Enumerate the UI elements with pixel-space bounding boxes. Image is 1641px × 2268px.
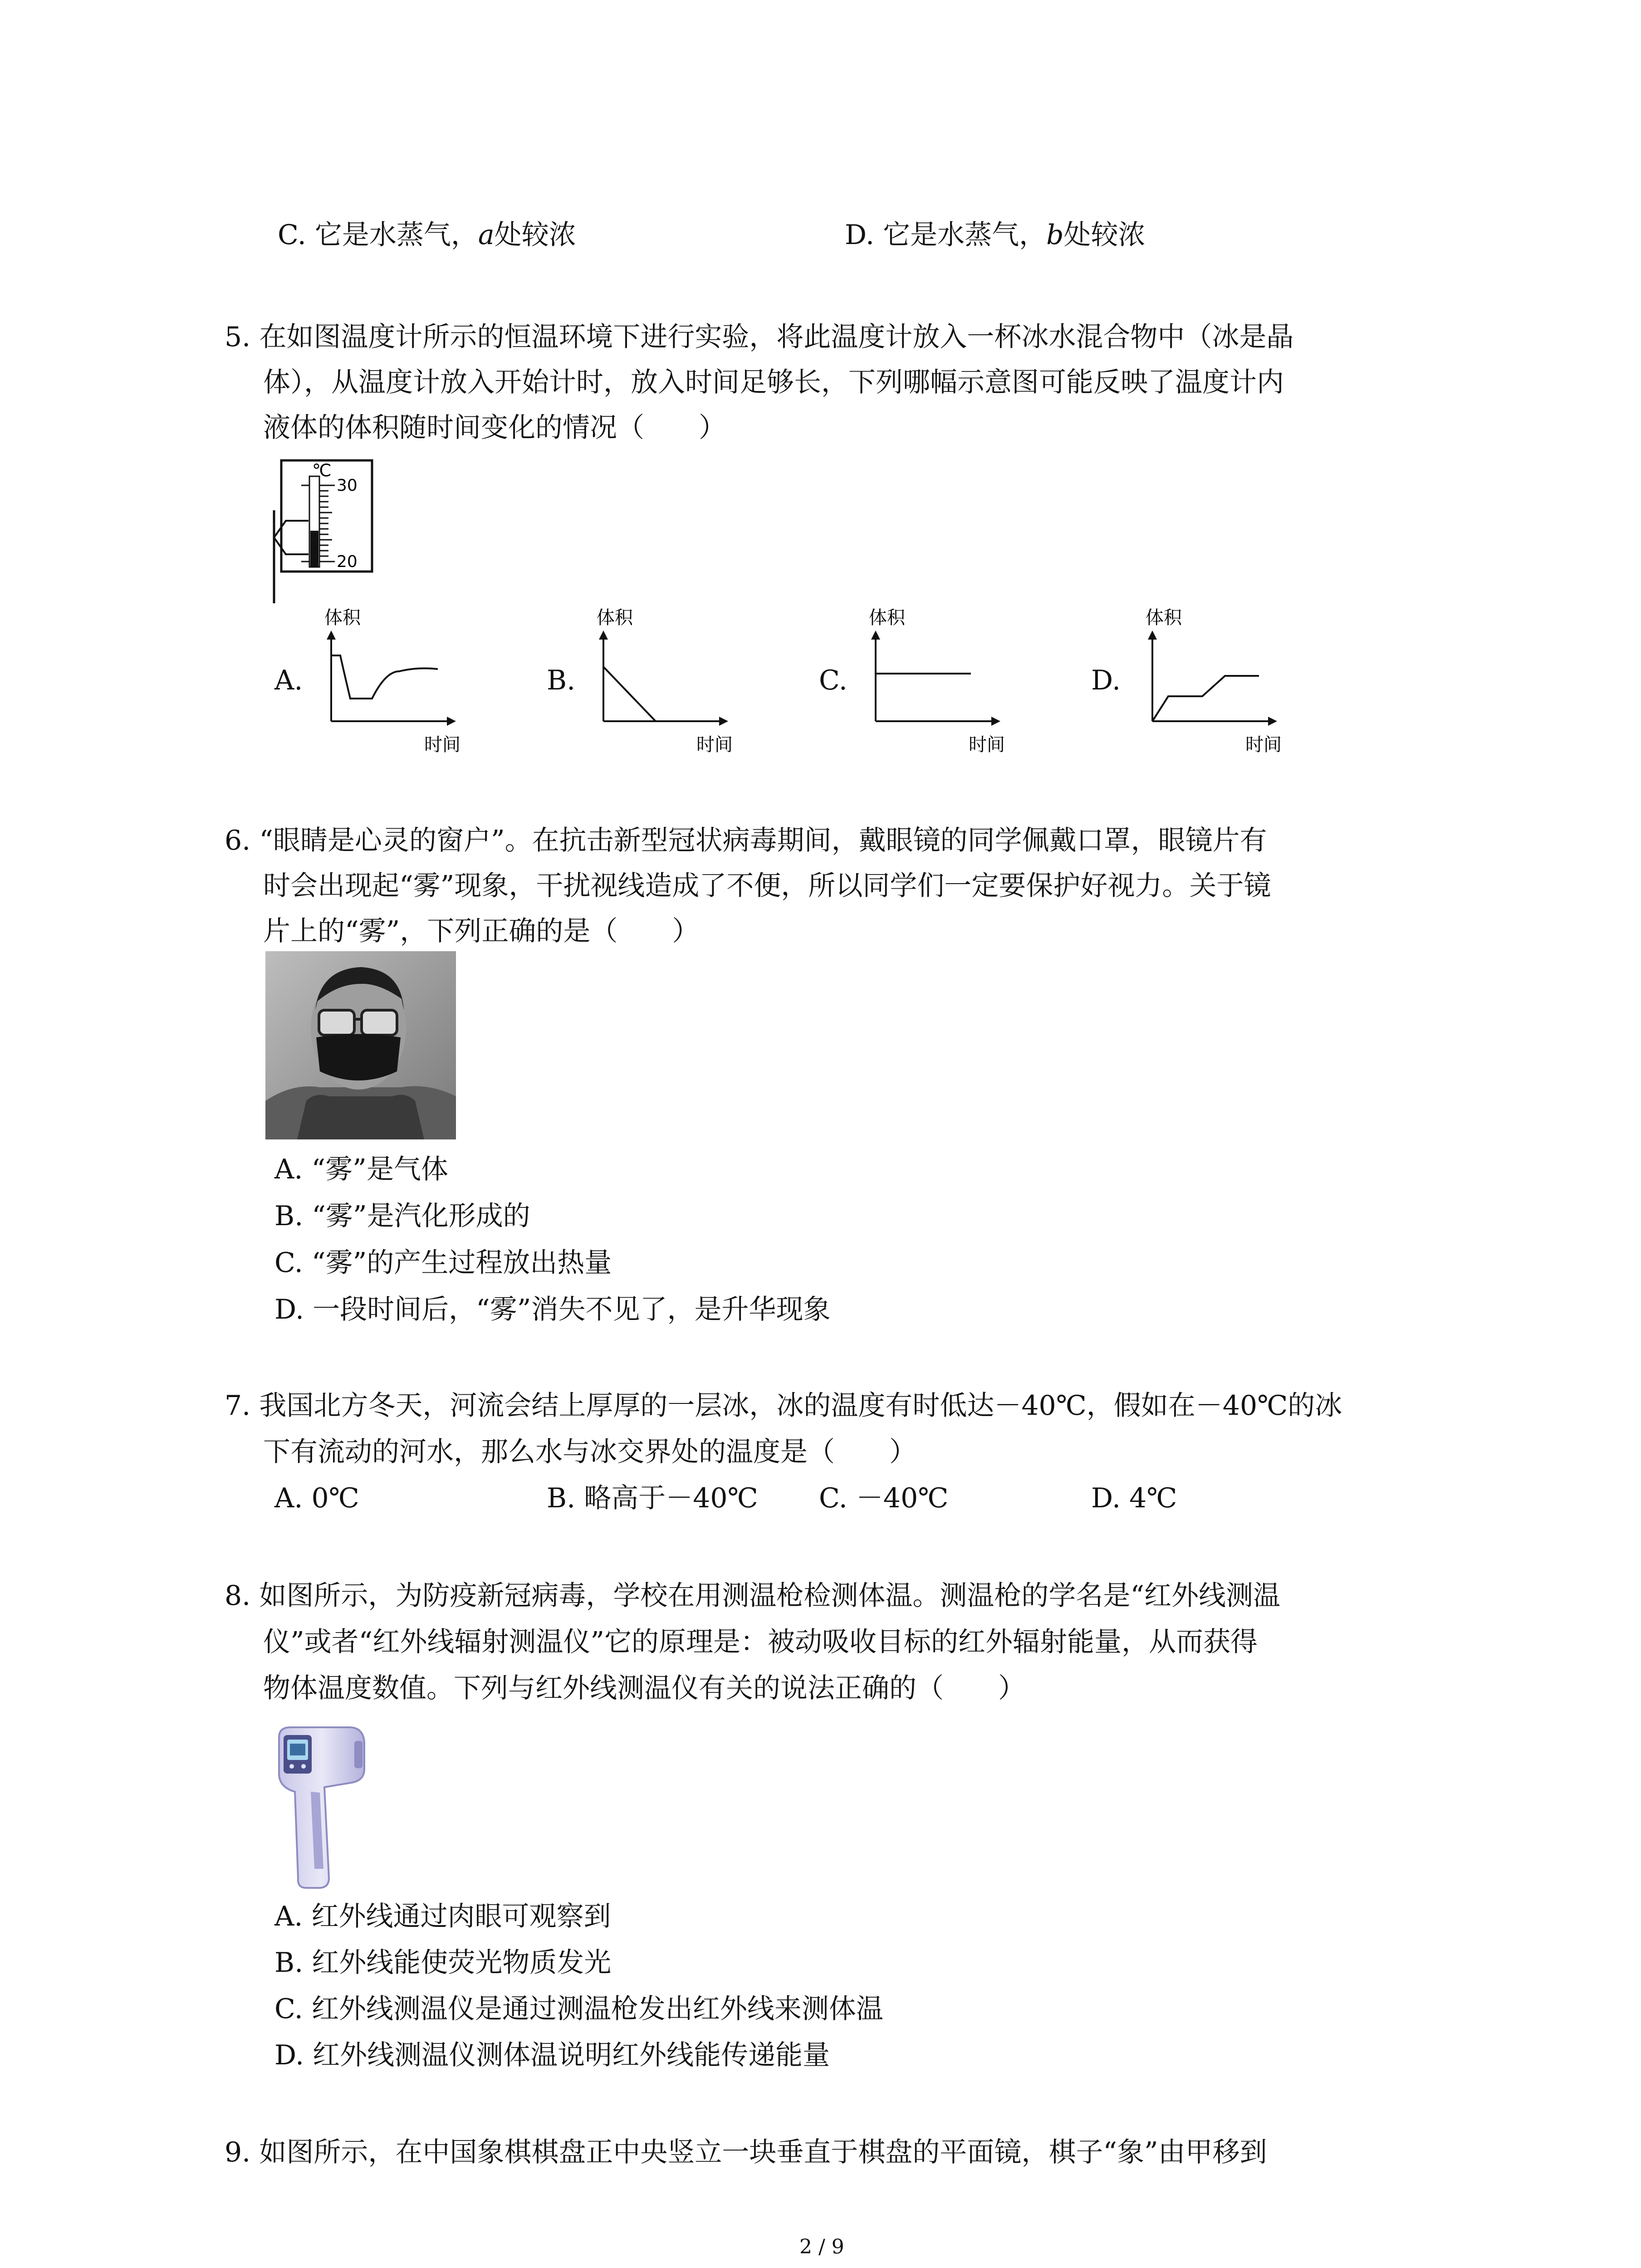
q6-option-d: D. 一段时间后，“雾”消失不见了，是升华现象 (274, 1294, 831, 1325)
q4-option-d: D. 它是水蒸气，b处较浓 (845, 219, 1146, 251)
student-glasses-photo (265, 951, 456, 1139)
q5-line-2: 体），从温度计放入开始计时，放入时间足够长，下列哪幅示意图可能反映了温度计内 (263, 367, 1284, 398)
thermometer-bottom-label: 20 (337, 552, 358, 571)
q5-graph-a-ylabel: 体积 (324, 607, 361, 628)
thermometer-top-label: 30 (337, 476, 358, 495)
q7-line-1: 7. 我国北方冬天，河流会结上厚厚的一层冰，冰的温度有时低达－40℃，假如在－40℃的冰 (225, 1390, 1342, 1422)
q5-graph-b-xlabel: 时间 (696, 734, 733, 755)
q6-line-3: 片上的“雾”，下列正确的是（ ） (263, 915, 700, 947)
q8-line-1: 8. 如图所示，为防疫新冠病毒，学校在用测温枪检测体温。测温枪的学名是“红外线测温 (225, 1580, 1280, 1612)
q8-option-a: A. 红外线通过肉眼可观察到 (274, 1901, 611, 1932)
q7-line-2: 下有流动的河水，那么水与冰交界处的温度是（ ） (263, 1436, 916, 1468)
thermometer-figure (268, 458, 377, 608)
q7-option-a: A. 0℃ (274, 1482, 359, 1514)
q5-graph-b-letter: B. (547, 665, 576, 696)
q5-graph-d-ylabel: 体积 (1146, 607, 1182, 628)
q5-graph-c (853, 608, 1025, 762)
q4-option-c: C. 它是水蒸气，a处较浓 (278, 219, 576, 251)
q8-option-d: D. 红外线测温仪测体温说明红外线能传递能量 (274, 2039, 830, 2071)
q6-line-2: 时会出现起“雾”现象，干扰视线造成了不便，所以同学们一定要保护好视力。关于镜 (263, 870, 1271, 902)
q5-graph-d-xlabel: 时间 (1245, 734, 1282, 755)
q5-graph-a (309, 608, 481, 762)
q5-graph-c-letter: C. (819, 665, 847, 696)
q8-option-c: C. 红外线测温仪是通过测温枪发出红外线来测体温 (274, 1993, 883, 2025)
infrared-thermometer-image (265, 1719, 370, 1892)
q6-line-1: 6. “眼睛是心灵的窗户”。在抗击新型冠状病毒期间，戴眼镜的同学佩戴口罩，眼镜片有 (225, 825, 1267, 856)
q7-option-c: C. －40℃ (819, 1482, 949, 1514)
q5-graph-a-letter: A. (274, 665, 303, 696)
q5-graph-a-xlabel: 时间 (424, 734, 460, 755)
q7-option-d: D. 4℃ (1091, 1482, 1177, 1514)
q9-line-1: 9. 如图所示，在中国象棋棋盘正中央竖立一块垂直于棋盘的平面镜，棋子“象”由甲移到 (225, 2136, 1267, 2168)
q6-option-c: C. “雾”的产生过程放出热量 (274, 1247, 612, 1279)
q8-option-b: B. 红外线能使荧光物质发光 (274, 1947, 612, 1979)
q5-line-1: 5. 在如图温度计所示的恒温环境下进行实验，将此温度计放入一杯冰水混合物中（冰是晶 (225, 321, 1294, 353)
q5-graph-d (1130, 608, 1302, 762)
q5-graph-c-ylabel: 体积 (869, 607, 905, 628)
thermometer-unit-label: ℃ (312, 460, 332, 480)
q8-line-3: 物体温度数值。下列与红外线测温仪有关的说法正确的（ ） (263, 1672, 1025, 1704)
page-number: 2 / 9 (799, 2235, 844, 2258)
q5-line-3: 液体的体积随时间变化的情况（ ） (263, 412, 726, 444)
q5-graph-d-letter: D. (1091, 665, 1121, 696)
q6-option-a: A. “雾”是气体 (274, 1154, 448, 1185)
q7-option-b: B. 略高于－40℃ (547, 1482, 758, 1514)
q8-line-2: 仪”或者“红外线辐射测温仪”它的原理是：被动吸收目标的红外辐射能量，从而获得 (263, 1626, 1258, 1658)
q5-graph-b-ylabel: 体积 (597, 607, 633, 628)
q5-graph-c-xlabel: 时间 (969, 734, 1005, 755)
q6-option-b: B. “雾”是汽化形成的 (274, 1200, 530, 1232)
q5-graph-b (581, 608, 753, 762)
